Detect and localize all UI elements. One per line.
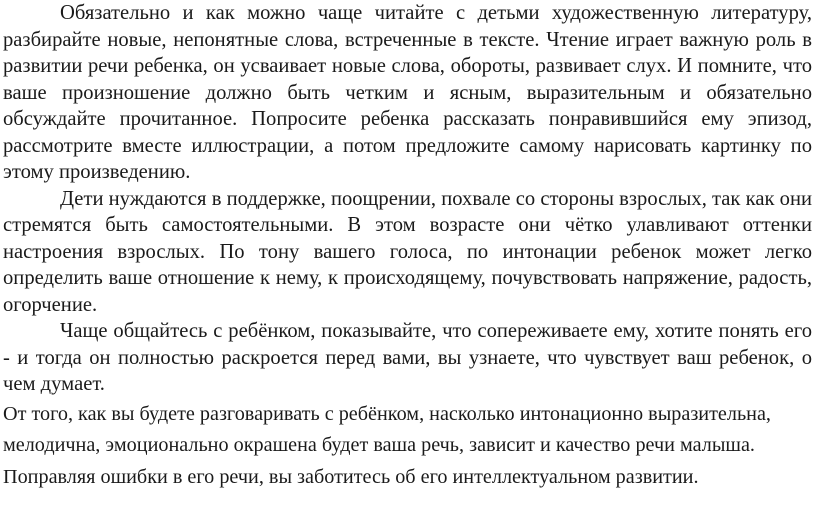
paragraph-intonation: От того, как вы будете разговаривать с ребёнком, насколько интонационно выразительна, мелодична, эмоционально окрашена будет ваша речь, зависит и качество речи малыша. Поправляя ошибки в его речи, вы заботитесь об его интеллектуальном развитии. (3, 402, 771, 488)
paragraph-reading: Обязательно и как можно чаще читайте с детьми художественную литературу, разбирайте новые, непонятные слова, встреченные в тексте. Чтение играет важную роль в развитии речи ребенка, он усваивает новые слова, обороты, развивает слух. И помните, что ваше произношение должно быть четким и ясным, выразительным и обязательно обсуждайте прочитанное. Попросите ребенка рассказать понравившийся ему эпизод, рассмотрите вместе иллюстрации, а потом предложите самому нарисовать картинку по этому произведению. (3, 2, 812, 183)
paragraph-communication: Чаще общайтесь с ребёнком, показывайте, что сопереживаете ему, хотите понять его - и тогда он полностью раскроется перед вами, вы узнаете, что чувствует ваш ребенок, о чем думает. (3, 320, 812, 395)
paragraph-support: Дети нуждаются в поддержке, поощрении, похвале со стороны взрослых, так как они стремятся быть самостоятельными. В этом возрасте они чётко улавливают оттенки настроения взрослых. По тону вашего голоса, по интонации ребенок может легко определить ваше отношение к нему, к происходящему, почувствовать напряжение, радость, огорчение. (3, 187, 812, 316)
